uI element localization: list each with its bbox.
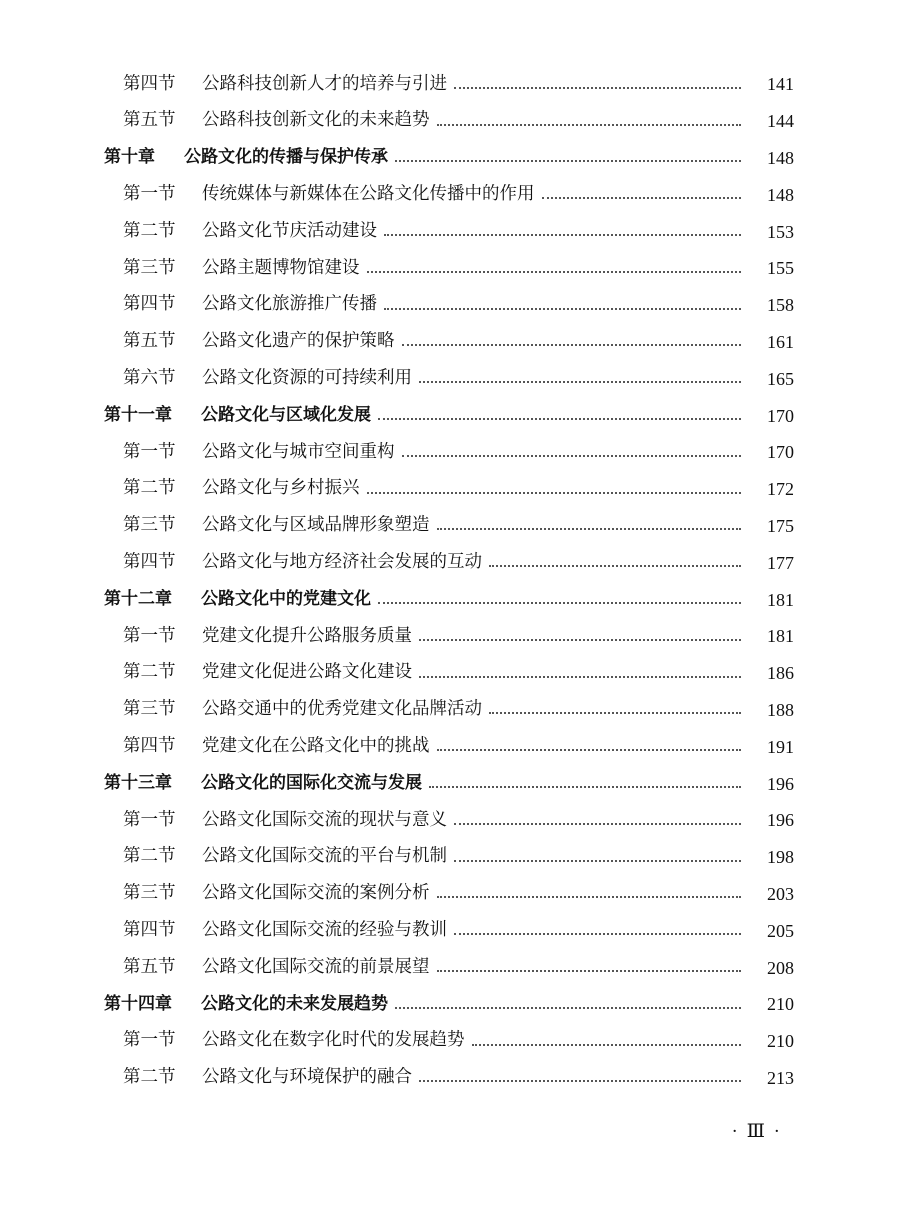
dot-leader bbox=[395, 1006, 741, 1009]
page-number-ref: 196 bbox=[767, 810, 794, 831]
section-title: 党建文化在公路文化中的挑战 bbox=[202, 735, 430, 756]
toc-section-entry[interactable] bbox=[0, 692, 900, 729]
section-number: 第五节 bbox=[123, 110, 176, 131]
section-title: 公路文化国际交流的现状与意义 bbox=[202, 809, 447, 830]
toc-section-entry[interactable] bbox=[0, 434, 900, 471]
chapter-number: 第十章 bbox=[104, 147, 155, 168]
toc-section-entry[interactable] bbox=[0, 802, 900, 839]
toc-section-entry[interactable] bbox=[0, 1060, 900, 1097]
section-title: 公路科技创新人才的培养与引进 bbox=[202, 73, 447, 94]
section-title: 公路文化旅游推广传播 bbox=[202, 294, 377, 315]
toc-chapter-entry[interactable] bbox=[0, 581, 900, 618]
section-number: 第三节 bbox=[123, 883, 176, 904]
chapter-title: 公路文化的国际化交流与发展 bbox=[201, 773, 422, 794]
dot-leader bbox=[395, 159, 741, 162]
dot-leader bbox=[367, 491, 742, 494]
section-title: 公路文化国际交流的平台与机制 bbox=[202, 846, 447, 867]
page-number-ref: 155 bbox=[767, 258, 794, 279]
page-number-ref: 161 bbox=[767, 331, 794, 352]
section-number: 第二节 bbox=[123, 478, 176, 499]
page-number-ref: 144 bbox=[767, 111, 794, 132]
dot-leader bbox=[454, 822, 741, 825]
section-title: 公路科技创新文化的未来趋势 bbox=[202, 110, 430, 131]
dot-leader bbox=[489, 564, 741, 567]
dot-leader bbox=[429, 785, 741, 788]
section-number: 第二节 bbox=[123, 220, 176, 241]
toc-section-entry[interactable] bbox=[0, 508, 900, 545]
section-title: 党建文化促进公路文化建设 bbox=[202, 662, 412, 683]
page-number-ref: 158 bbox=[767, 295, 794, 316]
dot-leader bbox=[472, 1043, 742, 1046]
section-title: 公路文化与环境保护的融合 bbox=[202, 1067, 412, 1088]
table-of-contents bbox=[0, 66, 900, 1096]
section-number: 第二节 bbox=[123, 1067, 176, 1088]
section-title: 公路文化与地方经济社会发展的互动 bbox=[202, 552, 482, 572]
section-title: 公路文化国际交流的案例分析 bbox=[202, 883, 430, 904]
toc-section-entry[interactable] bbox=[0, 728, 900, 765]
page-number-ref: 198 bbox=[767, 847, 794, 868]
page-number: · Ⅲ · bbox=[731, 1121, 782, 1142]
dot-leader bbox=[419, 675, 741, 678]
section-title: 公路文化与乡村振兴 bbox=[202, 478, 360, 499]
dot-leader bbox=[378, 417, 741, 420]
dot-leader bbox=[384, 307, 741, 310]
section-number: 第一节 bbox=[123, 809, 176, 830]
chapter-number: 第十四章 bbox=[104, 993, 172, 1014]
toc-section-entry[interactable] bbox=[0, 949, 900, 986]
dot-leader bbox=[419, 1079, 741, 1082]
dot-leader bbox=[384, 233, 741, 236]
toc-section-entry[interactable] bbox=[0, 839, 900, 876]
chapter-number: 第十三章 bbox=[104, 773, 172, 794]
page-number-ref: 175 bbox=[767, 515, 794, 536]
section-number: 第二节 bbox=[123, 846, 176, 867]
section-title: 公路文化与区域品牌形象塑造 bbox=[202, 515, 430, 536]
section-title: 公路交通中的优秀党建文化品牌活动 bbox=[202, 699, 482, 720]
section-number: 第三节 bbox=[123, 515, 176, 536]
page-number-ref: 181 bbox=[767, 589, 794, 610]
toc-section-entry[interactable] bbox=[0, 213, 900, 250]
dot-leader bbox=[437, 123, 742, 126]
section-number: 第六节 bbox=[123, 368, 176, 389]
toc-section-entry[interactable] bbox=[0, 544, 900, 581]
section-title: 公路文化遗产的保护策略 bbox=[202, 331, 395, 352]
section-number: 第五节 bbox=[123, 331, 176, 352]
section-number: 第四节 bbox=[123, 294, 176, 315]
dot-leader bbox=[437, 748, 742, 751]
section-number: 第四节 bbox=[123, 552, 176, 572]
dot-leader bbox=[437, 895, 742, 898]
dot-leader bbox=[454, 932, 741, 935]
chapter-title: 公路文化的未来发展趋势 bbox=[201, 993, 388, 1014]
section-number: 第四节 bbox=[123, 919, 176, 940]
toc-section-entry[interactable] bbox=[0, 876, 900, 913]
page-number-ref: 213 bbox=[767, 1067, 794, 1088]
toc-section-entry[interactable] bbox=[0, 618, 900, 655]
page-number-ref: 196 bbox=[767, 773, 794, 794]
toc-section-entry[interactable] bbox=[0, 655, 900, 692]
section-number: 第三节 bbox=[123, 257, 176, 278]
page-number-ref: 165 bbox=[767, 368, 794, 389]
section-number: 第五节 bbox=[123, 956, 176, 977]
section-title: 公路文化资源的可持续利用 bbox=[202, 368, 412, 389]
section-number: 第一节 bbox=[123, 1030, 176, 1051]
dot-leader bbox=[542, 196, 742, 199]
page-number-ref: 210 bbox=[767, 1031, 794, 1052]
section-number: 第四节 bbox=[123, 735, 176, 756]
dot-leader bbox=[437, 527, 742, 530]
section-title: 公路文化节庆活动建设 bbox=[202, 220, 377, 241]
chapter-number: 第十一章 bbox=[104, 405, 172, 426]
section-title: 传统媒体与新媒体在公路文化传播中的作用 bbox=[202, 184, 535, 205]
page-number-ref: 153 bbox=[767, 221, 794, 242]
dot-leader bbox=[419, 380, 741, 383]
section-number: 第三节 bbox=[123, 699, 176, 720]
toc-section-entry[interactable] bbox=[0, 912, 900, 949]
dot-leader bbox=[402, 343, 742, 346]
chapter-number: 第十二章 bbox=[104, 589, 172, 610]
toc-section-entry[interactable] bbox=[0, 250, 900, 287]
dot-leader bbox=[489, 711, 741, 714]
page-number-ref: 210 bbox=[767, 994, 794, 1015]
dot-leader bbox=[437, 969, 742, 972]
page-number-ref: 170 bbox=[767, 405, 794, 426]
dot-leader bbox=[378, 601, 741, 604]
section-title: 党建文化提升公路服务质量 bbox=[202, 625, 412, 646]
toc-section-entry[interactable] bbox=[0, 1023, 900, 1060]
toc-section-entry[interactable] bbox=[0, 360, 900, 397]
page-number-ref: 148 bbox=[767, 147, 794, 168]
page-number-ref: 181 bbox=[767, 626, 794, 647]
page-number-ref: 148 bbox=[767, 184, 794, 205]
toc-chapter-entry[interactable] bbox=[0, 765, 900, 802]
dot-leader bbox=[419, 638, 741, 641]
toc-chapter-entry[interactable] bbox=[0, 397, 900, 434]
dot-leader bbox=[367, 270, 742, 273]
dot-leader bbox=[402, 454, 742, 457]
chapter-title: 公路文化与区域化发展 bbox=[201, 405, 371, 426]
page-number-ref: 191 bbox=[767, 736, 794, 757]
page-number-ref: 186 bbox=[767, 663, 794, 684]
toc-section-entry[interactable] bbox=[0, 324, 900, 361]
chapter-title: 公路文化的传播与保护传承 bbox=[184, 147, 388, 168]
toc-section-entry[interactable] bbox=[0, 66, 900, 103]
page-number-ref: 203 bbox=[767, 883, 794, 904]
section-title: 公路主题博物馆建设 bbox=[202, 257, 360, 278]
toc-section-entry[interactable] bbox=[0, 176, 900, 213]
page-number-ref: 205 bbox=[767, 920, 794, 941]
section-title: 公路文化与城市空间重构 bbox=[202, 441, 395, 462]
page-number-ref: 188 bbox=[767, 699, 794, 720]
section-title: 公路文化国际交流的经验与教训 bbox=[202, 919, 447, 940]
dot-leader bbox=[454, 86, 741, 89]
page-number-ref: 177 bbox=[767, 552, 794, 573]
section-number: 第一节 bbox=[123, 184, 176, 205]
toc-section-entry[interactable] bbox=[0, 287, 900, 324]
section-number: 第二节 bbox=[123, 662, 176, 683]
toc-chapter-entry[interactable] bbox=[0, 986, 900, 1023]
page-number-ref: 170 bbox=[767, 442, 794, 463]
toc-section-entry[interactable] bbox=[0, 471, 900, 508]
section-title: 公路文化在数字化时代的发展趋势 bbox=[202, 1030, 465, 1051]
toc-section-entry[interactable] bbox=[0, 103, 900, 140]
page-number-ref: 141 bbox=[767, 74, 794, 95]
section-number: 第四节 bbox=[123, 73, 176, 94]
section-number: 第一节 bbox=[123, 625, 176, 646]
chapter-title: 公路文化中的党建文化 bbox=[201, 589, 371, 610]
page-number-ref: 208 bbox=[767, 957, 794, 978]
section-number: 第一节 bbox=[123, 441, 176, 462]
toc-chapter-entry[interactable] bbox=[0, 140, 900, 177]
section-title: 公路文化国际交流的前景展望 bbox=[202, 956, 430, 977]
page-number-ref: 172 bbox=[767, 479, 794, 500]
dot-leader bbox=[454, 859, 741, 862]
